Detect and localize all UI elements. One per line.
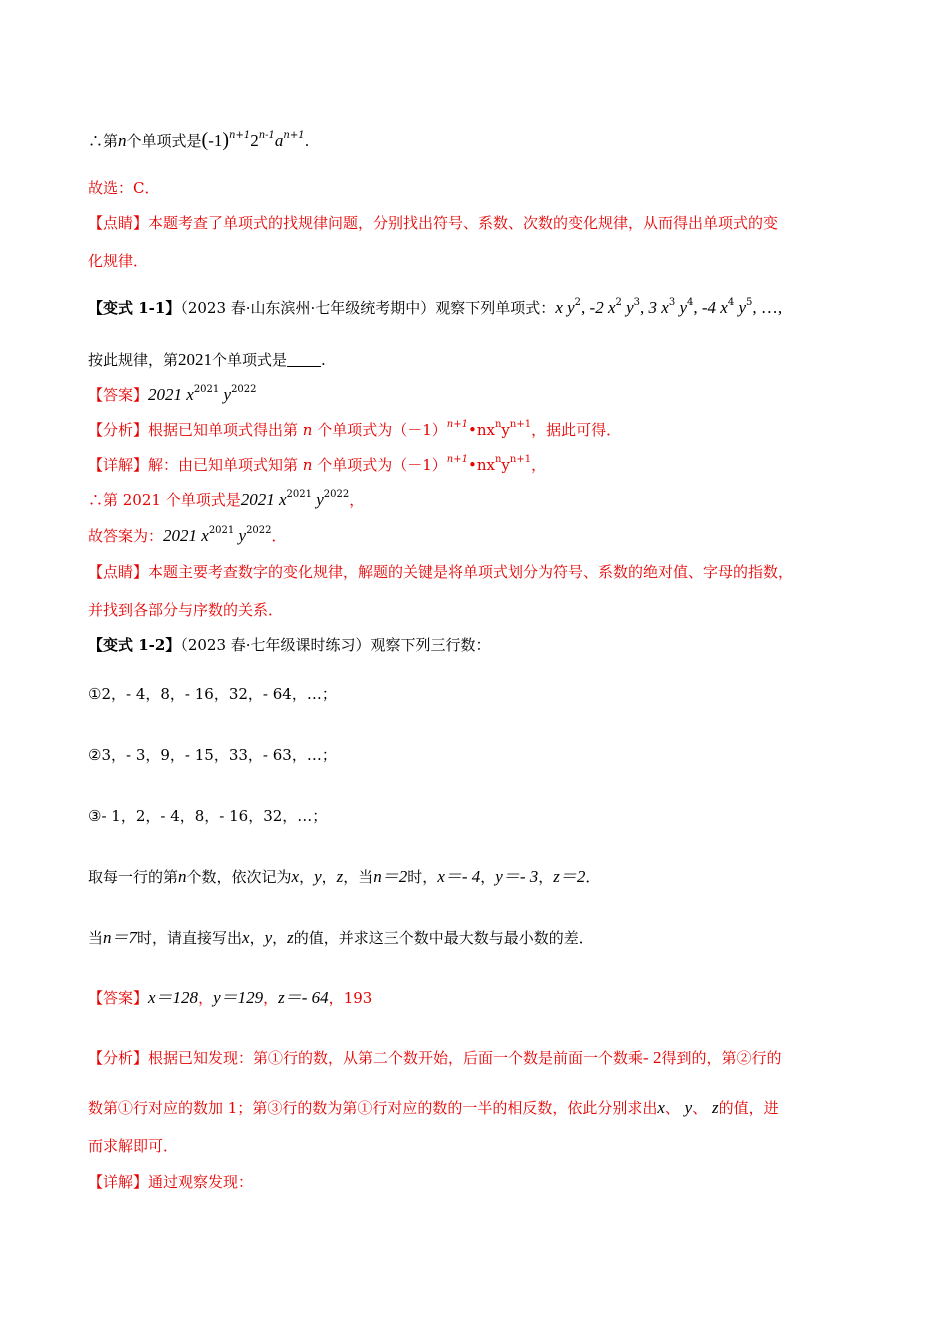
math: n＝2 — [373, 867, 408, 886]
text: ，据此可得． — [531, 421, 622, 439]
math-var-y: y — [684, 1098, 693, 1117]
math: y — [675, 298, 688, 317]
text: 根据已知单项式得出第 — [148, 421, 303, 439]
text: ， — [538, 868, 554, 886]
text: 个单项式是 — [212, 351, 288, 369]
math: z＝- 64 — [278, 988, 329, 1007]
text-line-13: 并找到各部分与序数的关系． — [88, 601, 284, 619]
text: ． — [585, 868, 601, 886]
exponent: 2021 — [208, 525, 235, 536]
math-var-z: z — [711, 1098, 719, 1117]
text: 本题考查了单项式的找规律问题，分别找出符号、系数、次数的变化规律，从而得出单项式的变 — [148, 214, 779, 232]
answer-line — [88, 385, 257, 405]
text-line-3 — [88, 213, 778, 233]
sep: , — [640, 298, 649, 317]
comment-tag: 【点睛】 — [88, 563, 149, 581]
text-line-10 — [88, 490, 364, 510]
text: （2023 春·七年级课时练习）观察下列三行数： — [180, 636, 491, 654]
variation-1-1-question — [88, 298, 782, 318]
math: 2021 — [178, 350, 213, 369]
text: ∴第 — [88, 132, 119, 150]
text: ， — [263, 989, 279, 1007]
text-line-19 — [88, 928, 594, 948]
text: 193 — [343, 989, 373, 1007]
text-line-4: 化规律． — [88, 252, 149, 270]
math-var-n: n — [302, 421, 313, 439]
analysis-line-2 — [88, 1048, 781, 1068]
text: ， — [299, 868, 315, 886]
text: . — [321, 351, 326, 369]
text: 解：由已知单项式知第 — [148, 456, 303, 474]
text: 、 — [664, 1099, 685, 1117]
text: , …, — [752, 298, 783, 317]
text: ， — [321, 868, 337, 886]
solution-line — [88, 455, 546, 475]
text: 本题主要考查数字的变化规律，解题的关键是将单项式划分为符号、系数的绝对值、字母的指数， — [148, 563, 794, 581]
math: z＝2 — [553, 867, 586, 886]
text: 数第①行对应的数加 1；第③行的数为第①行对应的数的一半的相反数，依此分别求出 — [88, 1099, 658, 1117]
exponent: n+1 — [446, 454, 468, 465]
exponent: 2022 — [231, 384, 257, 395]
number-row-2: ②3，- 3，9，- 15，33，- 63，…； — [88, 746, 337, 764]
math-var-x: x — [657, 1098, 665, 1117]
solution-line-2 — [88, 1172, 253, 1192]
text: 得到的，第②行的 — [661, 1049, 782, 1067]
text: ， — [328, 989, 344, 1007]
text-line-23: 而求解即可． — [88, 1137, 179, 1155]
sep: , — [581, 298, 590, 317]
exponent: n — [494, 419, 502, 430]
analysis-tag: 【分析】 — [88, 1049, 149, 1067]
text: 时，请直接写出 — [137, 929, 243, 947]
math-var-a: a — [274, 131, 284, 150]
text: 的值，并求这三个数中最大数与最小数的差． — [293, 929, 594, 947]
math-var-z: z — [287, 928, 294, 947]
text: ，当 — [343, 868, 374, 886]
number-row-1: ①2，- 4，8，- 16，32，- 64，…； — [88, 685, 337, 703]
answer-blank — [287, 352, 321, 367]
math-var-z: z — [336, 867, 344, 886]
answer-tag: 【答案】 — [88, 386, 149, 404]
text-line-1 — [88, 130, 309, 151]
text: 个单项式为（－1） — [312, 421, 447, 439]
math: 2 — [250, 131, 259, 150]
solution-tag: 【详解】 — [88, 456, 149, 474]
text: ， — [272, 929, 288, 947]
math-var-n: n — [178, 867, 187, 886]
math: y — [621, 298, 634, 317]
text: y — [501, 456, 510, 474]
answer-line-2 — [88, 988, 372, 1008]
analysis-tag: 【分析】 — [88, 421, 149, 439]
exponent: n+1 — [446, 419, 468, 430]
math: -4 x — [701, 298, 728, 317]
math-var-x: x — [242, 928, 250, 947]
text: 取每一行的第 — [88, 868, 179, 886]
math: x＝- 4 — [437, 867, 481, 886]
text: 故答案为： — [88, 527, 164, 545]
text: ∴第 2021 个单项式是 — [88, 491, 241, 509]
math-var-x: x — [291, 867, 300, 886]
math: y＝- 3 — [495, 867, 539, 886]
answer-tag: 【答案】 — [88, 989, 149, 1007]
exponent: 4 — [727, 297, 735, 308]
text-line-11 — [88, 526, 287, 546]
math-var-n: n — [302, 456, 313, 474]
math: 2021 x — [148, 385, 194, 404]
text-line-6 — [88, 350, 326, 370]
exponent: 5 — [746, 297, 753, 308]
exponent: 2022 — [323, 489, 350, 500]
math: y — [734, 298, 747, 317]
text: ， — [480, 868, 496, 886]
text: ． — [271, 527, 287, 545]
text: •nx — [467, 421, 495, 439]
math: 3 x — [648, 298, 669, 317]
variation-1-2-question — [88, 635, 491, 655]
text-line-22 — [88, 1098, 779, 1118]
exponent: 4 — [687, 297, 694, 308]
number-row-3: ③- 1，2，- 4，8，- 16，32，…； — [88, 807, 328, 825]
solution-tag: 【详解】 — [88, 1173, 149, 1191]
exponent: n+1 — [283, 130, 305, 141]
text: 个单项式是 — [126, 132, 202, 150]
math: - 2 — [643, 1048, 662, 1067]
exponent: 2021 — [193, 384, 220, 395]
text: ， — [249, 929, 265, 947]
text: 通过观察发现： — [148, 1173, 254, 1191]
text: ， — [349, 491, 365, 509]
math: y — [219, 385, 232, 404]
math-var-n: n — [118, 131, 127, 150]
sep: , — [693, 298, 702, 317]
exponent: 3 — [633, 297, 641, 308]
text: ， — [531, 456, 547, 474]
exponent: n+1 — [509, 419, 532, 430]
text: ， — [198, 989, 214, 1007]
text: . — [304, 132, 310, 150]
math: -2 x — [589, 298, 616, 317]
text-line-18 — [88, 867, 600, 887]
text: •nx — [467, 456, 495, 474]
math: 2021 x — [240, 490, 287, 509]
text: 的值，进 — [718, 1099, 779, 1117]
variation-tag: 【变式 1-2】 — [88, 636, 181, 654]
exponent: n — [494, 454, 502, 465]
variation-tag: 【变式 1-1】 — [88, 299, 181, 317]
comment-line — [88, 562, 793, 582]
paren: ) — [222, 129, 230, 151]
math-var-y: y — [264, 928, 273, 947]
text: 个数，依次记为 — [186, 868, 292, 886]
exponent: 2 — [615, 297, 622, 308]
exponent: 3 — [668, 297, 676, 308]
math: x＝128 — [148, 988, 199, 1007]
math: y — [234, 526, 247, 545]
exponent: 2021 — [286, 489, 312, 500]
text: 、 — [692, 1099, 712, 1117]
text: y — [501, 421, 510, 439]
text: 当 — [88, 929, 104, 947]
math: y — [311, 490, 324, 509]
text-line-2: 故选：C． — [88, 179, 160, 197]
exponent: 2 — [574, 297, 582, 308]
text: 个单项式为（－1） — [312, 456, 447, 474]
math: -1 — [208, 131, 223, 150]
text: 按此规律，第 — [88, 351, 179, 369]
analysis-line — [88, 420, 621, 440]
exponent: n-1 — [258, 130, 275, 141]
exponent: n+1 — [509, 454, 532, 465]
math: 2021 x — [163, 526, 209, 545]
math: n＝7 — [103, 928, 138, 947]
exponent: n+1 — [229, 130, 251, 141]
comment-tag: 【点睛】 — [88, 214, 149, 232]
math: x y — [555, 298, 575, 317]
math: y＝129 — [213, 988, 264, 1007]
text: （2023 春·山东滨州·七年级统考期中）观察下列单项式： — [180, 299, 556, 317]
math-var-y: y — [314, 867, 322, 886]
text: 根据已知发现：第①行的数，从第二个数开始，后面一个数是前面一个数乘 — [148, 1049, 644, 1067]
text: 时， — [407, 868, 438, 886]
exponent: 2022 — [246, 525, 272, 536]
paren: ( — [201, 129, 209, 151]
